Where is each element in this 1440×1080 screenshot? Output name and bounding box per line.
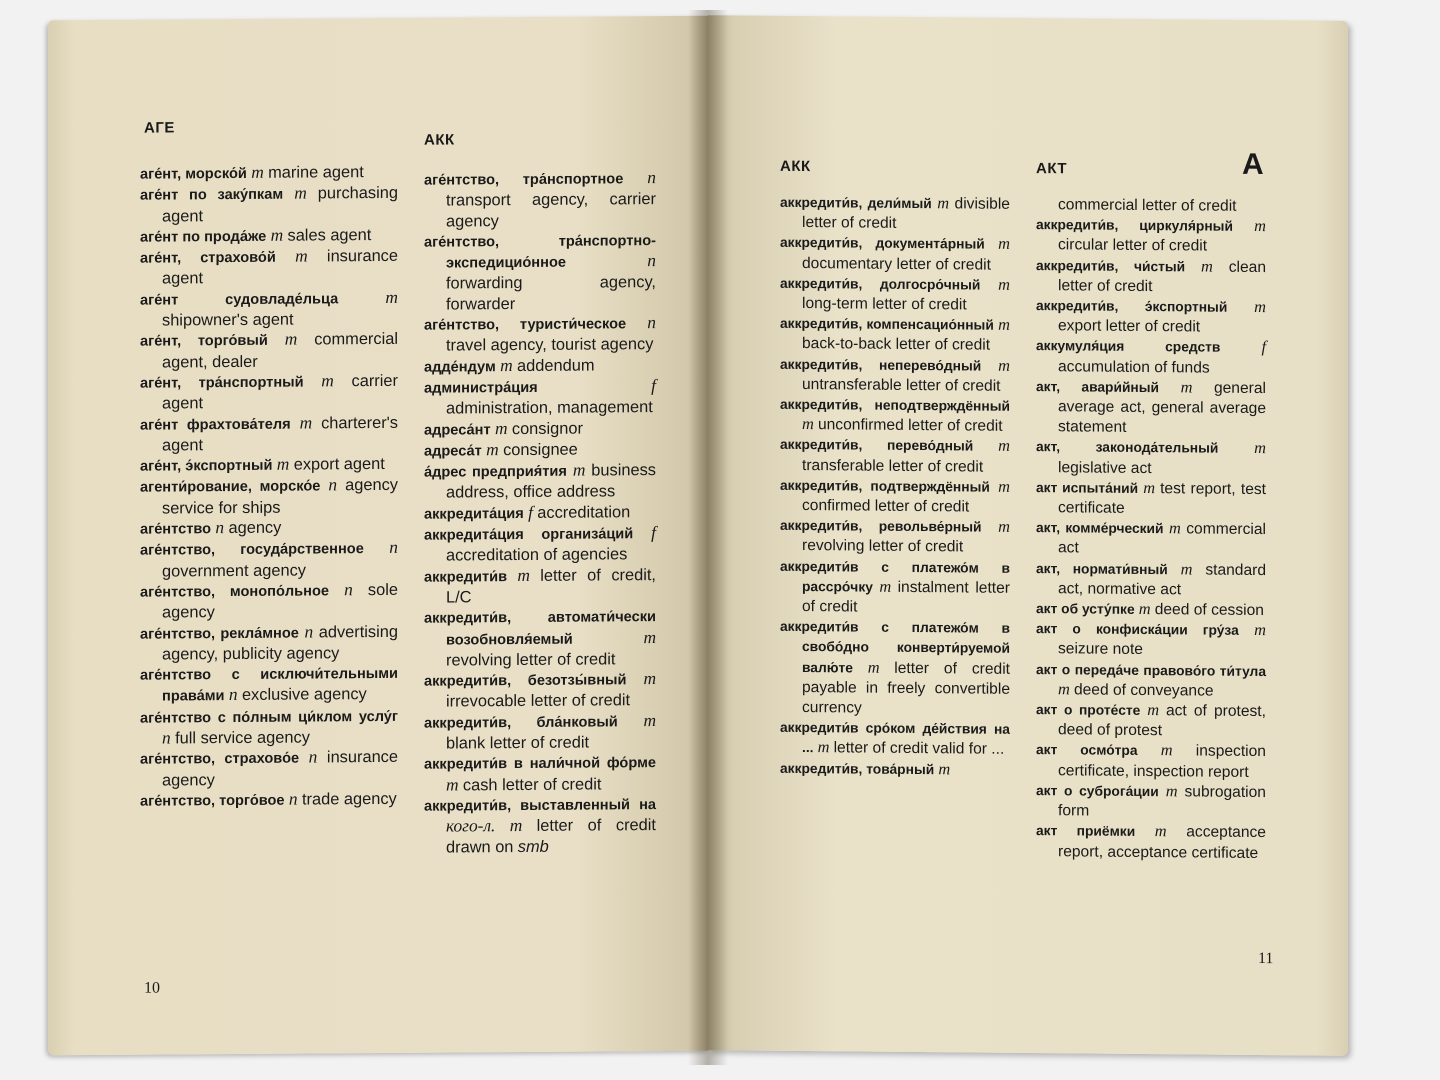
- gender-mark: m: [998, 234, 1010, 254]
- dictionary-entry: [140, 329, 398, 372]
- headword: аккредити́в, дели́мый: [780, 194, 932, 212]
- gender-mark: m: [385, 286, 398, 307]
- gender-mark: m: [643, 626, 656, 647]
- gender-mark: f: [651, 522, 656, 543]
- headword: аккредити́в, э́кспортный: [1036, 298, 1228, 315]
- dictionary-entry: [424, 439, 656, 462]
- translation: export letter of credit: [1058, 317, 1201, 336]
- headword: адде́ндум: [424, 358, 496, 376]
- dictionary-entry: [1036, 659, 1266, 701]
- translation: cash letter of credit: [462, 775, 602, 795]
- headword: аге́нт по прода́же: [140, 228, 267, 246]
- translation: transport agency, carrier agency: [446, 190, 656, 231]
- dictionary-entry: [424, 376, 656, 419]
- translation: commercial agent, dealer: [162, 330, 398, 372]
- left-column-1: [140, 162, 398, 812]
- translation: accumulation of funds: [1058, 357, 1210, 377]
- dictionary-entry: [780, 434, 1010, 476]
- dictionary-entry: [140, 246, 398, 289]
- headword: акт о проте́сте: [1036, 702, 1141, 719]
- headword: аккредити́в, выставленный на: [424, 796, 656, 815]
- translation: revolving letter of credit: [802, 537, 964, 556]
- dictionary-entry: [1036, 255, 1266, 297]
- dictionary-entry: [780, 717, 1010, 759]
- translation: insurance agent: [162, 247, 398, 288]
- translation: travel agency, tourist agency: [446, 335, 654, 355]
- dictionary-entry: [424, 230, 656, 315]
- translation: charterer's agent: [162, 413, 398, 455]
- gender-mark: m: [1168, 518, 1181, 538]
- gender-mark: n: [304, 620, 314, 642]
- translation: deed of cession: [1154, 601, 1264, 620]
- headword: аге́нтство, монопо́льное: [140, 583, 329, 601]
- gender-mark: m: [998, 355, 1010, 375]
- headword: аккредити́в, документа́рный: [780, 235, 985, 253]
- headword: аге́нт фрахтова́теля: [140, 416, 291, 434]
- dictionary-entry: [140, 580, 398, 623]
- gender-mark: m: [1165, 781, 1178, 801]
- dictionary-entry: [1036, 699, 1266, 741]
- dictionary-entry: [140, 183, 398, 226]
- translation: trade agency: [301, 789, 397, 809]
- translation: government agency: [162, 561, 306, 581]
- dictionary-entry: [424, 168, 656, 232]
- translation: legislative act: [1058, 458, 1152, 477]
- dictionary-entry: [780, 353, 1010, 395]
- dictionary-entry: [1036, 740, 1266, 782]
- translation: general average act, general average statement: [1058, 379, 1266, 437]
- headword: аккредита́ция: [424, 505, 524, 523]
- dictionary-entry: [780, 273, 1010, 315]
- headword: аккредити́в, неперево́дный: [780, 356, 982, 374]
- section-letter: А: [1242, 147, 1264, 182]
- gender-mark: m: [1254, 438, 1266, 458]
- headword: аккредити́в, циркуля́рный: [1036, 217, 1233, 234]
- right-column-2-list: [1036, 214, 1266, 863]
- left-column-2: [424, 168, 656, 857]
- translation: letter of credit payable in freely convertible currency: [802, 659, 1010, 717]
- running-head-left-col2: АКК: [424, 131, 455, 149]
- gender-mark: n: [308, 746, 318, 767]
- gender-mark: m: [251, 161, 264, 182]
- dictionary-entry: [1036, 477, 1266, 519]
- running-head-right-col2: АКТ: [1036, 160, 1068, 178]
- dictionary-entry: [140, 663, 398, 707]
- gender-mark: n: [328, 474, 338, 495]
- headword: аккредити́в, това́рный: [780, 760, 935, 777]
- dictionary-entry: [1036, 558, 1266, 600]
- headword: аккредити́в, неподтверждённый: [780, 396, 1010, 414]
- dictionary-entry: [140, 621, 398, 664]
- dictionary-entry: [1036, 437, 1266, 479]
- gender-mark: n: [215, 517, 225, 538]
- gender-mark: m: [1154, 821, 1167, 841]
- translation: documentary letter of credit: [802, 254, 991, 274]
- headword: аге́нт, морско́й: [140, 165, 247, 183]
- headword: аккредити́в, перево́дный: [780, 437, 974, 454]
- gender-mark: m: [1201, 256, 1213, 276]
- headword: аккредити́в, чи́стый: [1036, 257, 1186, 274]
- gender-mark: m: [938, 758, 951, 779]
- dictionary-entry: [140, 538, 398, 581]
- page-number-right: 11: [1258, 950, 1274, 968]
- dictionary-entry: [424, 502, 656, 525]
- translation: letter of credit drawn on: [446, 816, 656, 857]
- dictionary-entry: [1036, 295, 1266, 337]
- dictionary-entry: [1036, 618, 1266, 660]
- left-page: [48, 16, 708, 1056]
- dictionary-entry: [1036, 780, 1266, 822]
- translation: purchasing agent: [162, 184, 398, 226]
- translation: advertising agency, publicity agency: [162, 622, 398, 664]
- gender-mark: m: [998, 476, 1010, 496]
- gender-mark: m: [643, 709, 656, 730]
- headword: аге́нтство, госуда́рственное: [140, 541, 364, 560]
- headword: акт о переда́че правово́го ти́тула: [1036, 661, 1266, 679]
- translation: accreditation: [537, 502, 631, 522]
- headword: аге́нтство, страхово́е: [140, 750, 300, 768]
- gender-mark: m: [937, 193, 950, 213]
- gender-mark: m: [1058, 679, 1070, 699]
- headword: акт приёмки: [1036, 823, 1136, 840]
- headword: аге́нтство: [140, 521, 212, 538]
- headword: акт о суброга́ции: [1036, 782, 1159, 800]
- gender-mark: m: [1180, 377, 1193, 397]
- dictionary-entry: [780, 394, 1010, 436]
- right-page: [708, 15, 1348, 1056]
- gender-mark: m: [1254, 620, 1266, 640]
- translation: acceptance report, acceptance certificate: [1058, 823, 1266, 862]
- headword: аге́нт, страхово́й: [140, 249, 276, 267]
- gender-mark: f: [651, 375, 656, 396]
- right-column-2: [1036, 194, 1266, 863]
- translation: circular letter of credit: [1058, 236, 1208, 255]
- translation: unconfirmed letter of credit: [817, 416, 1003, 436]
- gender-mark: m: [1254, 296, 1266, 317]
- dictionary-entry: [424, 313, 656, 356]
- gender-mark: n: [344, 579, 353, 600]
- translation: sales agent: [287, 225, 372, 245]
- translation: administration, management: [446, 398, 653, 418]
- dictionary-entry: [424, 711, 656, 754]
- headword: акт, нормати́вный: [1036, 560, 1168, 577]
- gender-mark: m: [295, 245, 308, 266]
- right-column-1: [780, 192, 1010, 780]
- gender-mark: m: [509, 815, 523, 836]
- gender-mark: n: [389, 537, 398, 558]
- translation: standard act, normative act: [1058, 561, 1266, 599]
- translation: full service agency: [175, 728, 310, 748]
- translation: addendum: [517, 356, 595, 375]
- translation-italic: smb: [517, 837, 549, 856]
- headword: аге́нт, э́кспортный: [140, 457, 273, 475]
- dictionary-entry: [140, 371, 398, 414]
- translation: agency: [228, 518, 282, 538]
- dictionary-entry: [424, 523, 656, 566]
- dictionary-entry: [424, 565, 656, 608]
- translation: untransferable letter of credit: [802, 375, 1001, 395]
- translation: consignee: [503, 440, 578, 459]
- gender-mark: m: [294, 182, 307, 203]
- translation: subrogation form: [1058, 783, 1266, 820]
- translation: agency service for ships: [162, 476, 398, 518]
- headword: акт об усту́пке: [1036, 601, 1135, 617]
- dictionary-entry: [780, 475, 1010, 517]
- dictionary-entry: [140, 789, 398, 812]
- headword: аккредити́в, долгосро́чный: [780, 275, 981, 293]
- gender-mark: n: [162, 727, 171, 748]
- translation: instalment letter of credit: [802, 578, 1010, 616]
- dictionary-entry: [1036, 598, 1266, 620]
- translation: clean letter of credit: [1058, 258, 1266, 295]
- dictionary-entry: [1036, 376, 1266, 439]
- dictionary-entry: [780, 192, 1010, 234]
- dictionary-entry: [1036, 820, 1266, 862]
- translation: test report, test certificate: [1058, 479, 1266, 517]
- running-head-right: АКК: [780, 157, 811, 176]
- gender-mark: m: [1147, 700, 1160, 720]
- dictionary-entry: [1036, 335, 1266, 377]
- dictionary-entry: [1036, 214, 1266, 256]
- translation: confirmed letter of credit: [802, 497, 970, 516]
- gender-mark: m: [998, 314, 1010, 335]
- headword: аге́нтство с исключи́тельными права́ми: [140, 665, 398, 705]
- translation: consignor: [511, 419, 583, 438]
- translation: seizure note: [1058, 640, 1143, 659]
- gender-mark: m: [486, 439, 499, 460]
- gender-mark: m: [1138, 599, 1151, 619]
- headword: аккредити́в, подтверждённый: [780, 477, 990, 495]
- headword-italic: кого-л.: [446, 815, 496, 836]
- dictionary-entry: [424, 794, 656, 858]
- headword: акт, законода́тельный: [1036, 439, 1219, 457]
- gender-mark: m: [643, 668, 656, 689]
- gender-mark: m: [494, 417, 508, 438]
- gender-mark: m: [802, 414, 814, 434]
- dictionary-entry: [780, 313, 1010, 355]
- gender-mark: m: [867, 657, 880, 677]
- headword: аге́нтство, туристи́ческое: [424, 316, 627, 334]
- dictionary-entry: [424, 752, 656, 795]
- gender-mark: f: [528, 501, 533, 522]
- gender-mark: m: [1143, 477, 1156, 497]
- gender-mark: m: [276, 453, 290, 474]
- gender-mark: m: [1180, 558, 1193, 579]
- headword: аге́нт, тра́нспортный: [140, 374, 304, 392]
- headword: аге́нтство, торго́вое: [140, 792, 285, 810]
- translation: back-to-back letter of credit: [802, 335, 991, 355]
- headword: аккредити́в в нали́чной фо́рме: [424, 755, 656, 773]
- headword: аккредити́в, револьве́рный: [780, 518, 982, 535]
- translation: inspection certificate, inspection report: [1058, 742, 1266, 781]
- headword: аккредити́в: [424, 568, 508, 586]
- gender-mark: n: [228, 684, 238, 705]
- headword: аге́нт, торго́вый: [140, 333, 268, 351]
- gender-mark: m: [446, 774, 459, 795]
- translation: exclusive agency: [241, 685, 367, 705]
- translation: accreditation of agencies: [446, 545, 628, 565]
- gender-mark: m: [500, 354, 513, 375]
- gender-mark: n: [647, 250, 656, 271]
- gender-mark: n: [647, 312, 656, 333]
- translation: revolving letter of credit: [446, 650, 616, 670]
- headword: аккредити́в с платежо́м в свобо́дно конверти́руемой валю́те: [780, 619, 1010, 676]
- continued-entry: commercial letter of credit: [1058, 196, 1237, 215]
- dictionary-entry: [1036, 517, 1266, 559]
- gender-mark: m: [270, 224, 284, 245]
- headword: аге́нтство с по́лным ци́клом услу́г: [140, 708, 398, 727]
- translation: carrier agent: [162, 371, 398, 413]
- headword: а́дрес предприя́тия: [424, 463, 567, 481]
- dictionary-entry: [140, 454, 398, 477]
- gender-mark: n: [647, 167, 656, 188]
- gender-mark: m: [299, 412, 313, 433]
- gender-mark: n: [288, 788, 298, 809]
- translation: act of protest, deed of protest: [1058, 702, 1266, 740]
- dictionary-entry: [424, 669, 656, 712]
- headword: аге́нт по заку́пкам: [140, 186, 284, 204]
- dictionary-entry: [424, 418, 656, 441]
- headword: аккредити́в сро́ком де́йствия на ...: [780, 720, 1010, 756]
- translation: letter of credit valid for ...: [833, 739, 1005, 759]
- headword: адреса́т: [424, 443, 482, 460]
- headword: аккредита́ция организа́ций: [424, 526, 634, 544]
- headword: аге́нт судовладе́льца: [140, 291, 339, 309]
- dictionary-entry: [140, 747, 398, 790]
- translation: long-term letter of credit: [802, 295, 967, 314]
- gender-mark: m: [284, 328, 298, 350]
- headword: акт, комме́рческий: [1036, 520, 1164, 537]
- headword: акт о конфиска́ции гру́за: [1036, 621, 1239, 639]
- translation: blank letter of credit: [446, 733, 590, 753]
- headword: администра́ция: [424, 379, 538, 397]
- headword: аге́нтство, тра́нспортное: [424, 171, 624, 189]
- translation: divisible letter of credit: [802, 195, 1010, 233]
- headword: аккредити́в, безотзы́вный: [424, 672, 627, 690]
- dictionary-entry: [140, 706, 398, 749]
- dictionary-entry: [140, 517, 398, 540]
- dictionary-entry: [780, 616, 1010, 719]
- translation: forwarding agency, forwarder: [446, 273, 656, 314]
- gender-mark: m: [879, 576, 892, 596]
- headword: аге́нтство, рекла́мное: [140, 625, 299, 643]
- gender-mark: m: [1160, 740, 1173, 760]
- headword: акт испыта́ний: [1036, 479, 1139, 496]
- translation: letter of credit, L/C: [446, 565, 656, 607]
- headword: акт осмо́тра: [1036, 742, 1138, 759]
- translation: irrevocable letter of credit: [446, 691, 631, 711]
- headword: аккредити́в с платежо́м в рассро́чку: [780, 558, 1010, 595]
- gender-mark: m: [321, 370, 334, 391]
- headword: акт, авари́йный: [1036, 378, 1160, 395]
- gender-mark: m: [998, 516, 1010, 537]
- translation: transferable letter of credit: [802, 456, 984, 476]
- dictionary-entry: [140, 475, 398, 518]
- translation: deed of conveyance: [1073, 681, 1214, 700]
- headword: аккредити́в, бла́нковый: [424, 714, 618, 732]
- headword: агенти́рование, морско́е: [140, 478, 321, 497]
- dictionary-entry: [140, 162, 398, 185]
- dictionary-entry: [424, 460, 656, 503]
- page-number-left: 10: [144, 979, 160, 997]
- dictionary-entry: [780, 232, 1010, 274]
- translation: sole agency: [162, 580, 398, 622]
- gender-mark: m: [572, 459, 586, 480]
- dictionary-entry: [140, 288, 398, 331]
- translation: marine agent: [268, 163, 364, 182]
- translation: export agent: [293, 455, 385, 474]
- gender-mark: m: [517, 564, 530, 585]
- gender-mark: m: [1254, 216, 1266, 236]
- headword: аккумуля́ция средств: [1036, 338, 1221, 356]
- dictionary-entry: [424, 606, 656, 671]
- dictionary-entry: [780, 758, 1010, 780]
- dictionary-entry: [140, 412, 398, 455]
- translation: shipowner's agent: [162, 310, 294, 330]
- dictionary-entry: [140, 225, 398, 248]
- translation: business address, office address: [446, 461, 656, 502]
- dictionary-entry: [780, 555, 1010, 618]
- dictionary-entry: [424, 355, 656, 378]
- translation: insurance agency: [162, 748, 398, 790]
- headword: адреса́нт: [424, 421, 491, 439]
- translation: commercial act: [1058, 520, 1266, 557]
- dictionary-entry: [780, 515, 1010, 557]
- gender-mark: m: [998, 274, 1010, 294]
- running-head-left: АГЕ: [144, 119, 175, 137]
- gender-mark: f: [1261, 337, 1266, 357]
- gender-mark: m: [817, 737, 830, 757]
- headword: аккредити́в, автомати́чески возобновля́емый: [424, 609, 656, 649]
- open-book: [48, 18, 1358, 1053]
- gender-mark: m: [998, 436, 1010, 456]
- headword: аге́нтство, тра́нспортно-экспедицио́нное: [424, 232, 656, 272]
- headword: аккредити́в, компенсацио́нный: [780, 316, 994, 333]
